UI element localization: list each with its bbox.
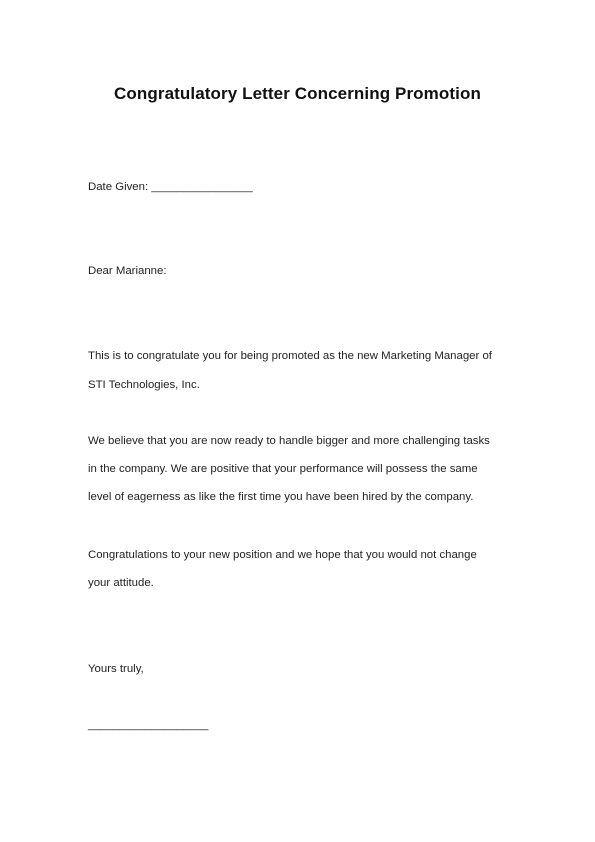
salutation: Dear Marianne: <box>88 265 167 277</box>
paragraph-1-line-2: STI Technologies, Inc. <box>88 379 200 391</box>
letter-title: Congratulatory Letter Concerning Promotion <box>114 84 481 103</box>
paragraph-2-line-2: in the company. We are positive that your performance will possess the same <box>88 463 478 475</box>
date-given-line: Date Given: ________________ <box>88 181 253 193</box>
closing: Yours truly, <box>88 663 144 675</box>
paragraph-3-line-1: Congratulations to your new position and we hope that you would not change <box>88 549 477 561</box>
paragraph-2-line-1: We believe that you are now ready to handle bigger and more challenging tasks <box>88 435 490 447</box>
paragraph-1-line-1: This is to congratulate you for being promoted as the new Marketing Manager of <box>88 350 492 362</box>
paragraph-3-line-2: your attitude. <box>88 577 154 589</box>
signature-line: ___________________ <box>88 719 209 731</box>
paragraph-2-line-3: level of eagerness as like the first time you have been hired by the company. <box>88 491 474 503</box>
